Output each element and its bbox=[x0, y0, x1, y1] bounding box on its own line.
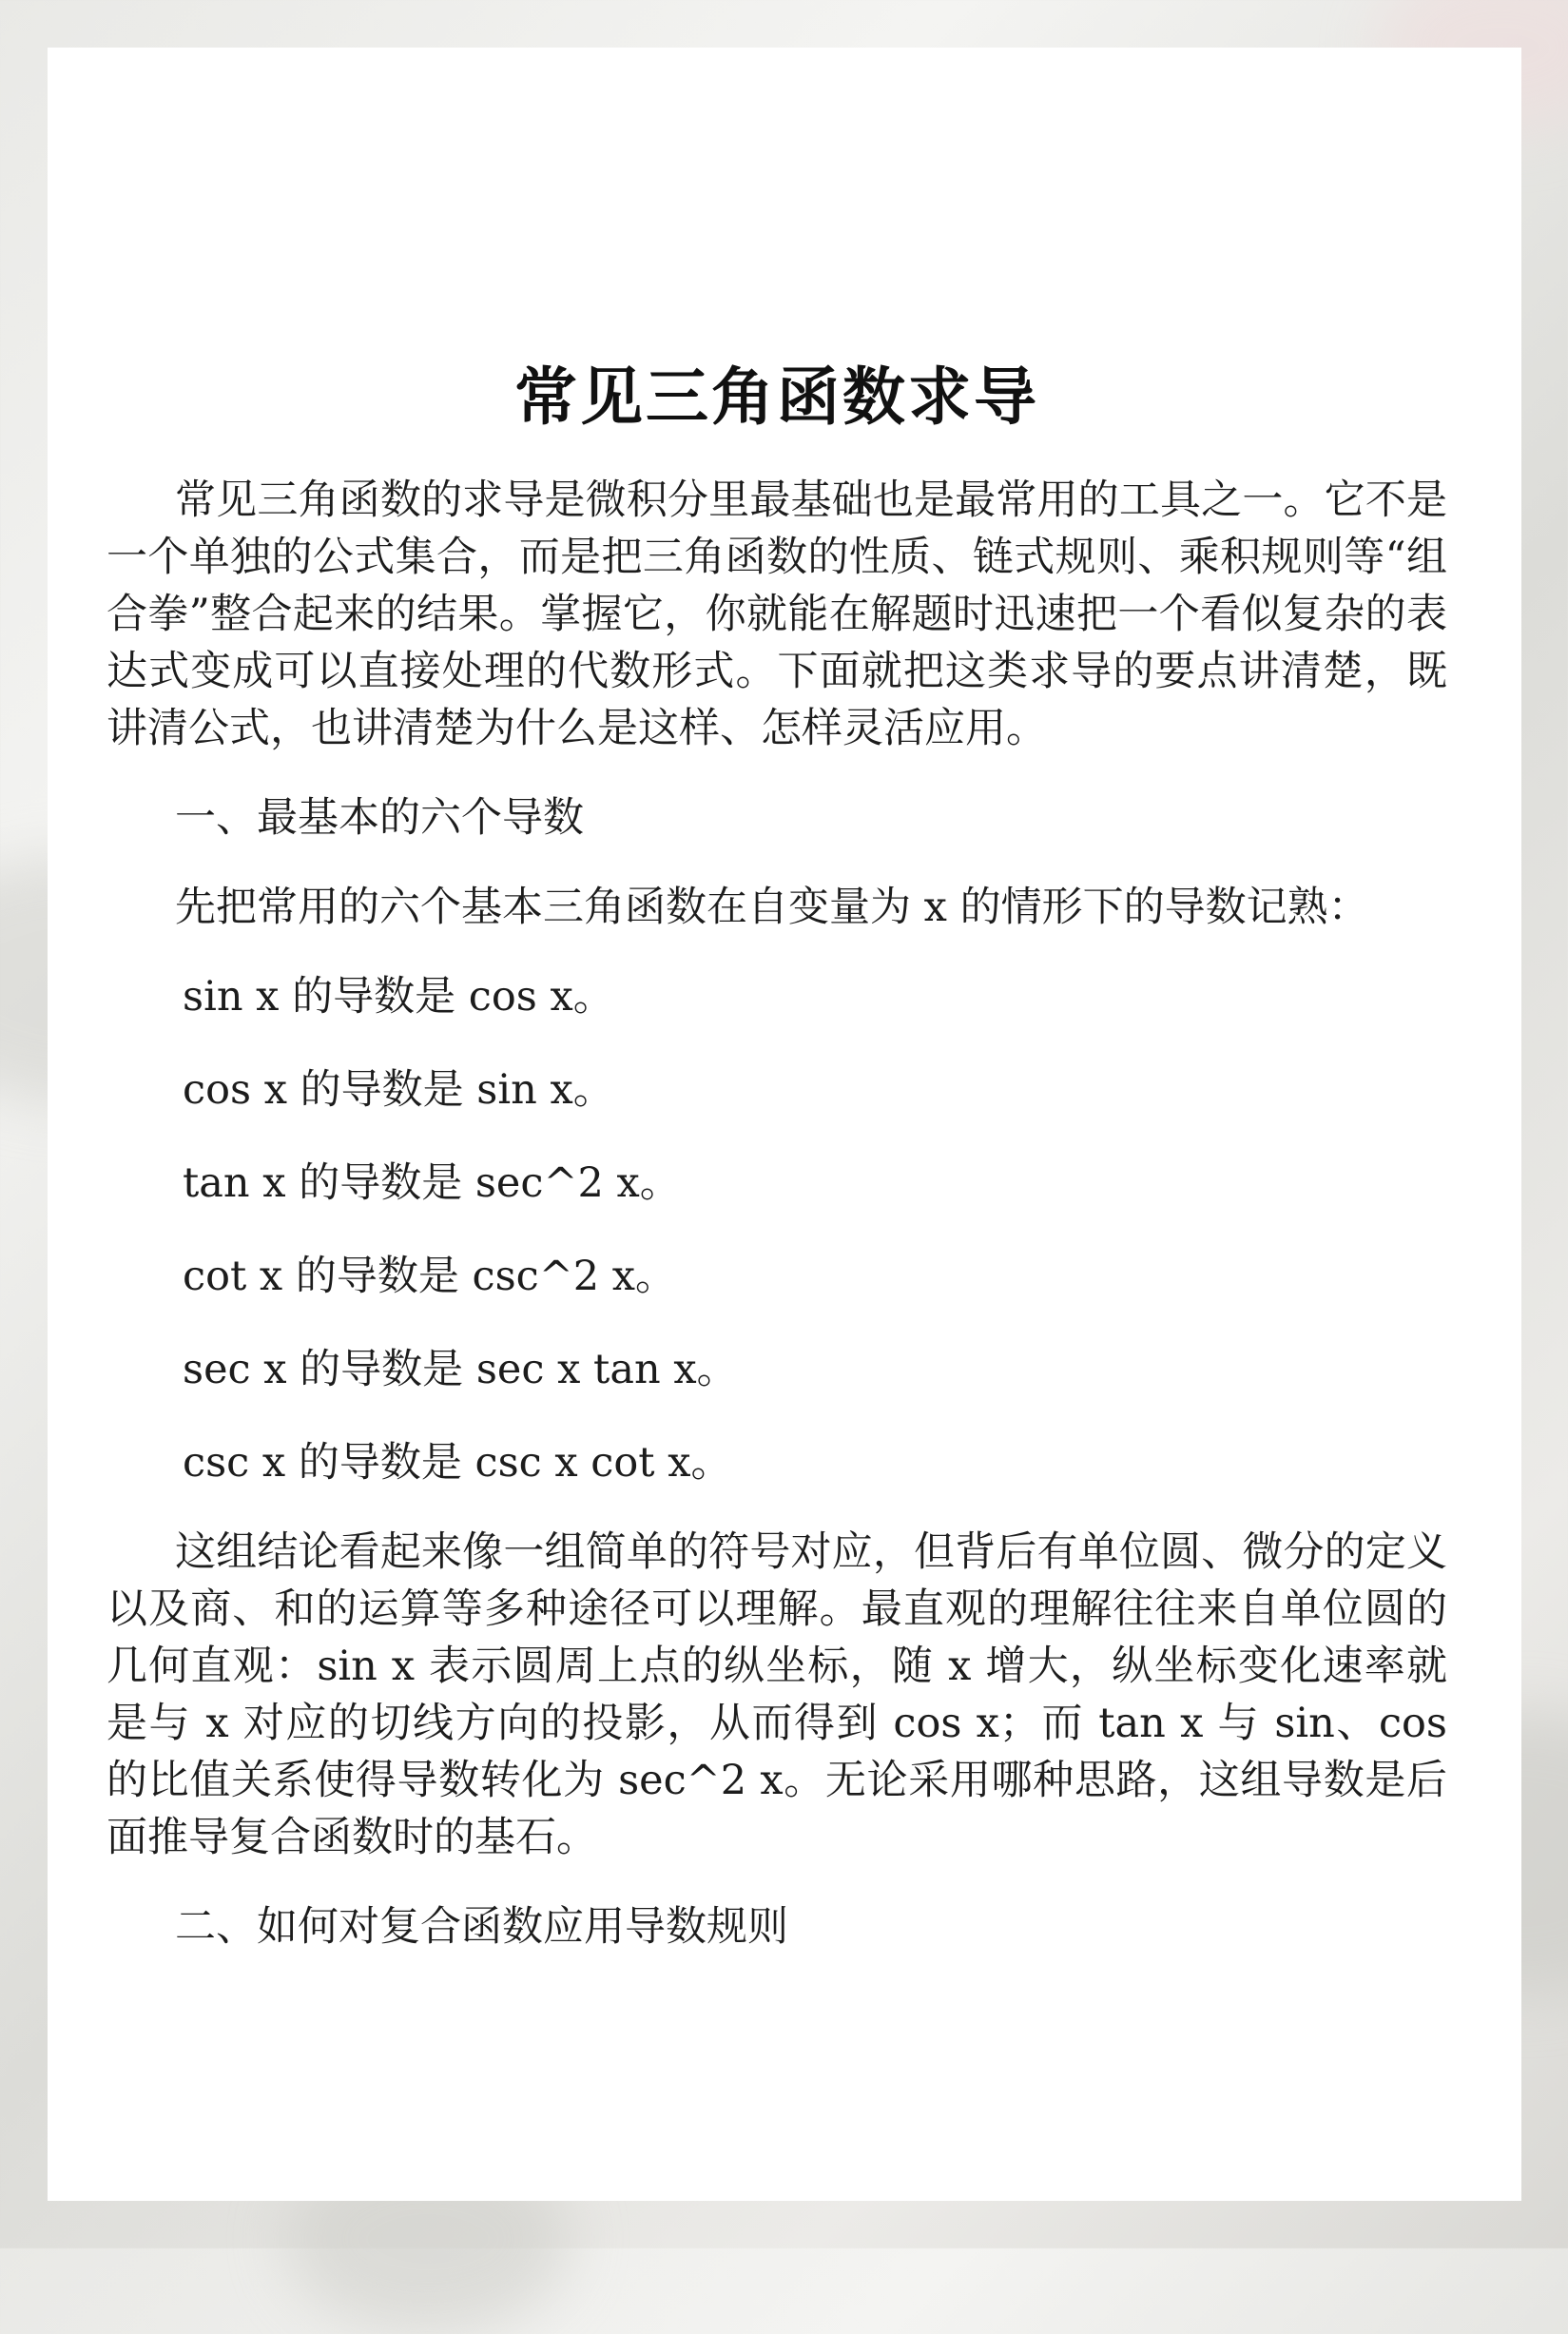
document-page bbox=[48, 48, 1521, 2201]
explanation-paragraph: 这组结论看起来像一组简单的符号对应，但背后有单位圆、微分的定义以及商、和的运算等多种途径可以理解。最直观的理解往往来自单位圆的几何直观：sin x 表示圆周上点的纵坐标，随 x 增大，纵坐标变化速率就是与 x 对应的切线方向的投影，从而得到 cos x；而 tan x 与 sin、cos 的比值关系使得导数转化为 sec^2 x。无论采用哪种思路，这组导数是后面推导复合函数时的基石。 bbox=[106, 1528, 1447, 1861]
formula-sin: sin x 的导数是 cos x。 bbox=[183, 973, 614, 1021]
document-title: 常见三角函数求导 bbox=[514, 360, 1039, 434]
section-heading-basic-derivatives: 一、最基本的六个导数 bbox=[175, 794, 584, 842]
formula-csc: csc x 的导数是 csc x cot x。 bbox=[183, 1439, 732, 1487]
formula-list bbox=[106, 968, 1447, 1491]
section-heading-composite-functions: 二、如何对复合函数应用导数规则 bbox=[175, 1903, 788, 1951]
intro-paragraph: 常见三角函数的求导是微积分里最基础也是最常用的工具之一。它不是一个单独的公式集合，而是把三角函数的性质、链式规则、乘积规则等“组合拳”整合起来的结果。掌握它，你就能在解题时迅速把一个看似复杂的表达式变成可以直接处理的代数形式。下面就把这类求导的要点讲清楚，既讲清公式，也讲清楚为什么是这样、怎样灵活应用。 bbox=[106, 477, 1447, 752]
formula-sec: sec x 的导数是 sec x tan x。 bbox=[183, 1346, 738, 1393]
formula-cos: cos x 的导数是 sin x。 bbox=[183, 1066, 614, 1114]
formula-tan: tan x 的导数是 sec^2 x。 bbox=[183, 1159, 681, 1207]
formula-cot: cot x 的导数是 csc^2 x。 bbox=[183, 1253, 677, 1300]
section-lead-paragraph: 先把常用的六个基本三角函数在自变量为 x 的情形下的导数记熟： bbox=[175, 884, 1369, 931]
